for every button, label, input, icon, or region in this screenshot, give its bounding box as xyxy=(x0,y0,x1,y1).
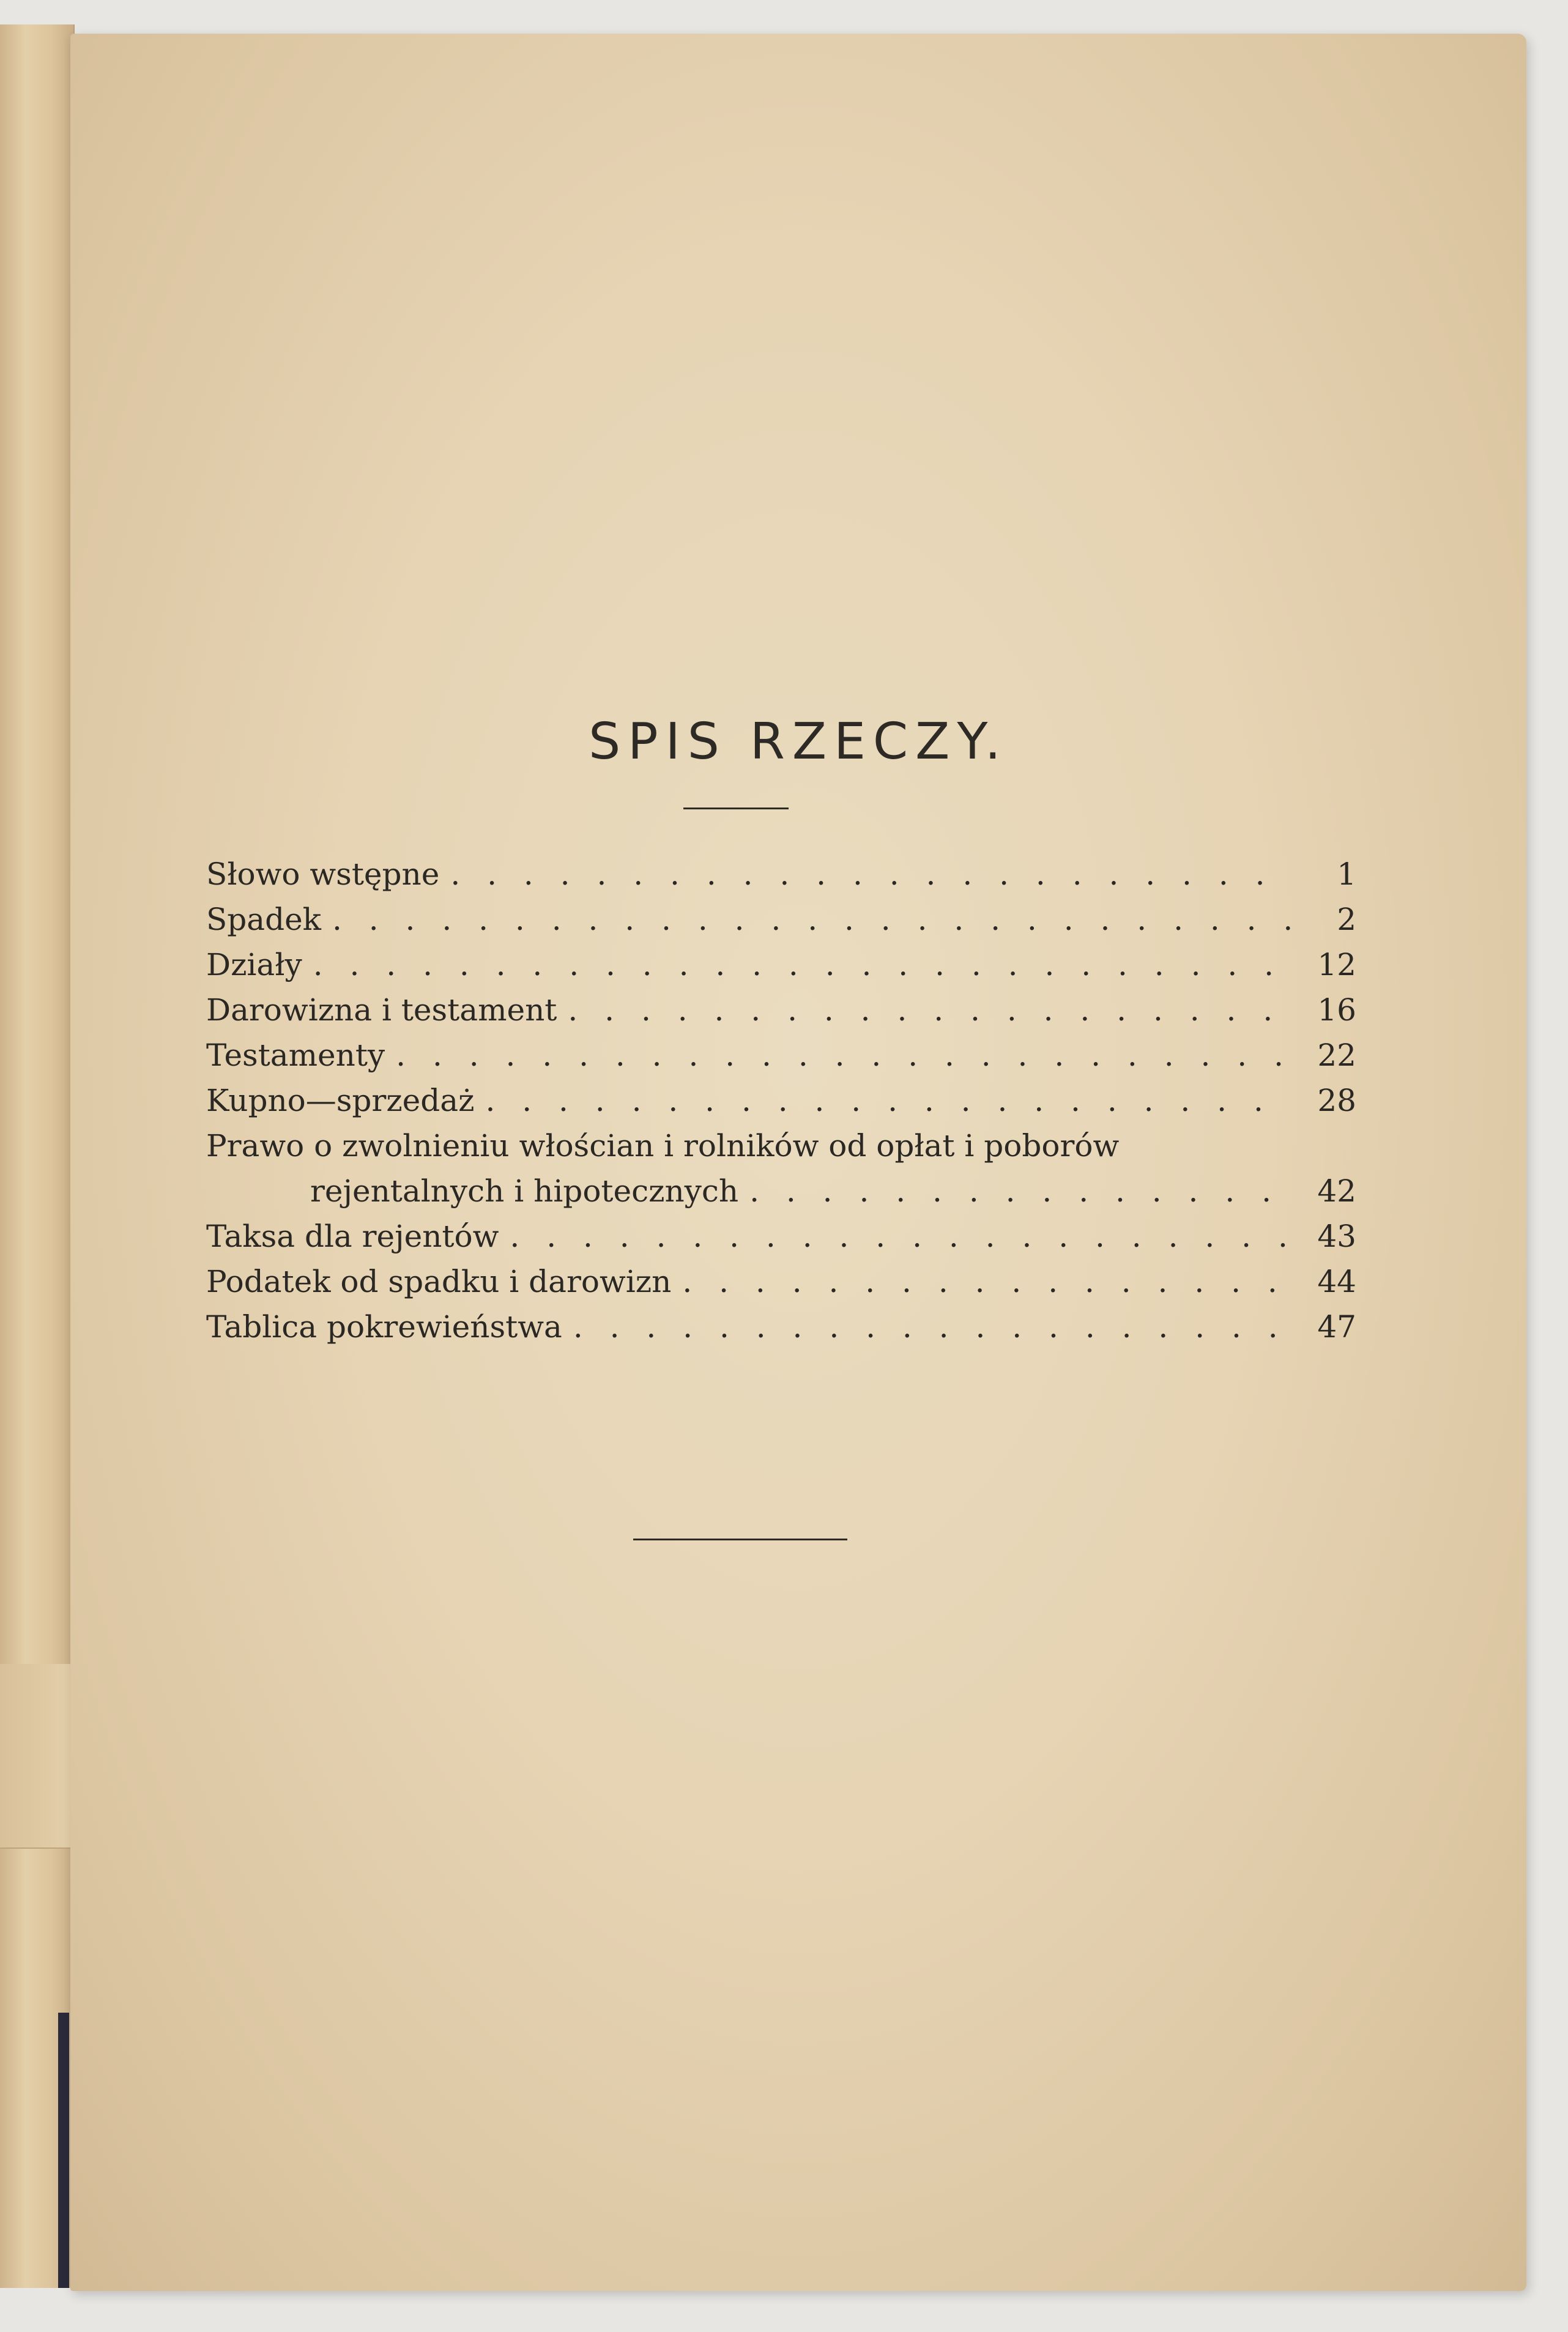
toc-entry-page: 1 xyxy=(1337,856,1356,892)
book-spine xyxy=(58,2013,69,2288)
toc-entry-label-line1: Prawo o zwolnieniu włościan i rolników od opłat i poborów xyxy=(206,1128,1120,1164)
dot-leader xyxy=(568,992,1290,1028)
toc-entry xyxy=(206,947,1356,992)
toc-entry-page: 47 xyxy=(1317,1309,1356,1345)
toc-entry-label: Darowizna i testament xyxy=(206,992,557,1028)
toc-entry-page: 43 xyxy=(1317,1219,1356,1254)
toc-entry xyxy=(206,1219,1356,1264)
dot-leader xyxy=(749,1173,1290,1209)
dot-leader xyxy=(682,1264,1290,1299)
dot-leader xyxy=(313,947,1290,982)
toc-entry-label: Spadek xyxy=(206,902,321,937)
closing-rule xyxy=(633,1539,847,1540)
toc-entry-page: 12 xyxy=(1317,947,1356,982)
toc-entry xyxy=(206,902,1356,947)
toc-entry xyxy=(206,856,1356,902)
dot-leader xyxy=(450,856,1290,892)
dot-leader xyxy=(485,1083,1290,1118)
toc-entry xyxy=(206,1128,1356,1219)
previous-pages-edge xyxy=(0,24,75,2288)
toc-entry-page: 16 xyxy=(1317,992,1356,1028)
toc-entry xyxy=(206,1038,1356,1083)
toc-entry xyxy=(206,1264,1356,1309)
toc-entry-label: Tablica pokrewieństwa xyxy=(206,1309,562,1345)
toc-entry xyxy=(206,1083,1356,1128)
dot-leader xyxy=(510,1219,1290,1254)
toc-entry-label: Testamenty xyxy=(206,1038,385,1073)
dot-leader xyxy=(332,902,1290,937)
toc-entry-label: Kupno—sprzedaż xyxy=(206,1083,475,1118)
toc-entry xyxy=(206,1309,1356,1354)
toc-entry-page: 22 xyxy=(1317,1038,1356,1073)
toc-entry-label: Słowo wstępne xyxy=(206,856,440,892)
toc-entry-page: 44 xyxy=(1317,1264,1356,1299)
book-page xyxy=(70,34,1526,2291)
dot-leader xyxy=(396,1038,1290,1073)
toc-entry-page: 2 xyxy=(1337,902,1356,937)
dot-leader xyxy=(573,1309,1290,1345)
table-of-contents xyxy=(206,856,1356,1354)
toc-entry-page: 42 xyxy=(1317,1173,1356,1209)
page-title: SPIS RZECZY. xyxy=(589,713,1008,771)
toc-entry-label: Taksa dla rejentów xyxy=(206,1219,499,1254)
toc-entry-continuation xyxy=(206,1173,1356,1219)
toc-entry-page: 28 xyxy=(1317,1083,1356,1118)
title-underline xyxy=(683,808,789,809)
toc-entry xyxy=(206,992,1356,1038)
toc-entry-label: Działy xyxy=(206,947,302,982)
toc-entry-label: Podatek od spadku i darowizn xyxy=(206,1264,672,1299)
toc-entry-label-line2: rejentalnych i hipotecznych xyxy=(310,1173,739,1209)
